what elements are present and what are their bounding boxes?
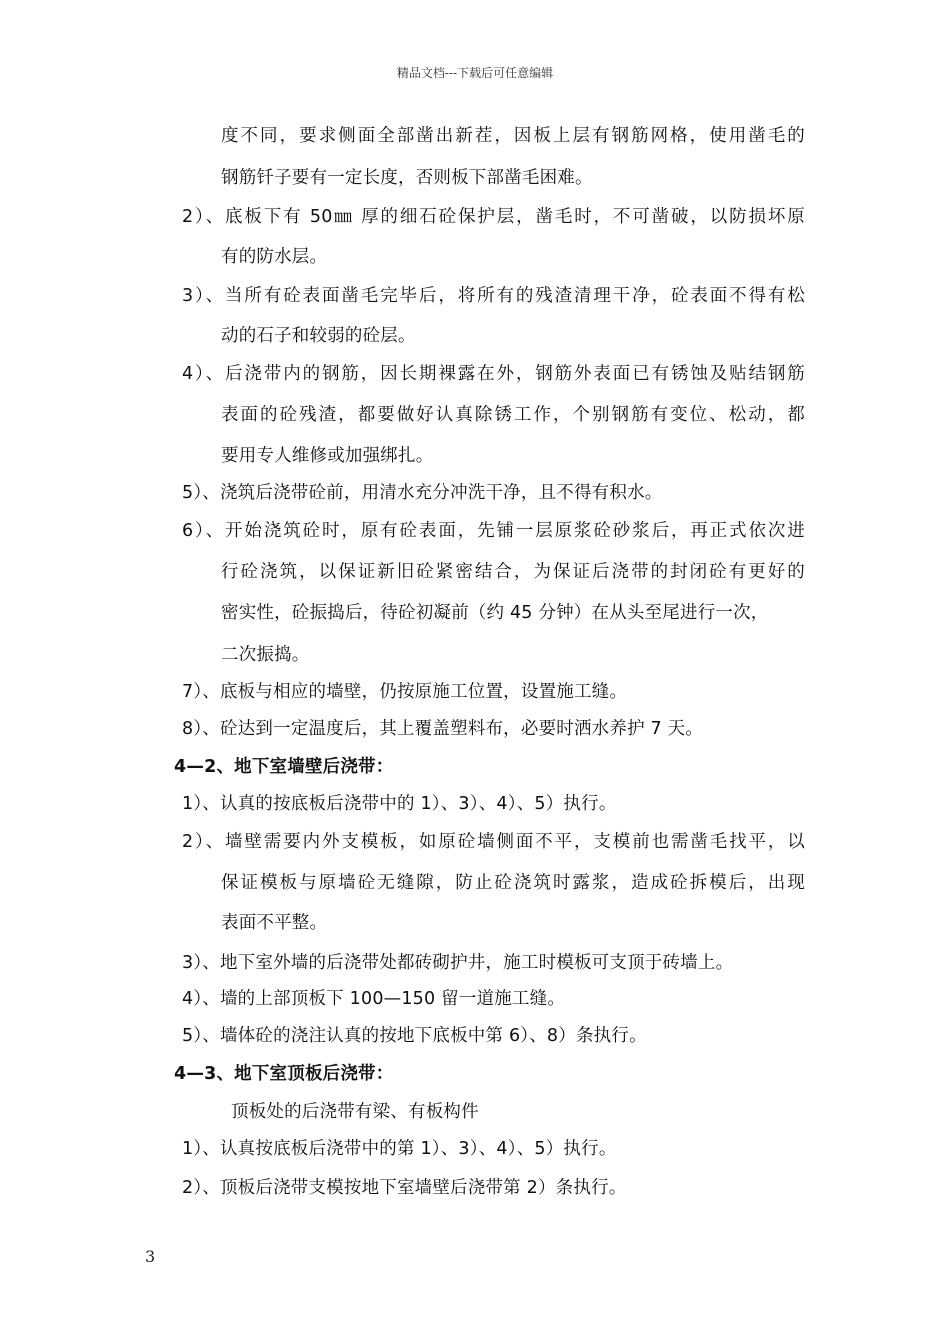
list-item-7: 7）、底板与相应的墙壁，仍按原施工位置，设置施工缝。 <box>182 682 628 702</box>
paragraph-line: 度不同，要求侧面全部凿出新茬，因板上层有钢筋网格，使用凿毛的 <box>221 126 805 146</box>
list-item-4: 4）、墙的上部顶板下 100—150 留一道施工缝。 <box>182 989 566 1009</box>
paragraph-line: 表面不平整。 <box>221 913 328 933</box>
list-item-2: 2）、墙壁需要内外支模板，如原砼墙侧面不平，支模前也需凿毛找平，以 <box>182 832 805 852</box>
list-item-2: 2）、顶板后浇带支模按地下室墙壁后浇带第 2）条执行。 <box>182 1178 627 1198</box>
list-item-5: 5）、浇筑后浇带砼前，用清水充分冲洗干净，且不得有积水。 <box>182 483 663 503</box>
paragraph-line: 密实性，砼振捣后，待砼初凝前（约 45 分钟）在从头至尾进行一次， <box>221 603 769 623</box>
list-item-6: 6）、开始浇筑砼时，原有砼表面，先铺一层原浆砼砂浆后，再正式依次进 <box>182 521 805 541</box>
paragraph-line: 钢筋钎子要有一定长度，否则板下部凿毛困难。 <box>221 168 593 188</box>
paragraph-line: 二次振捣。 <box>221 645 310 665</box>
list-item-3: 3）、地下室外墙的后浇带处都砖砌护井，施工时模板可支顶于砖墙上。 <box>182 953 734 973</box>
section-heading: 4—3、地下室顶板后浇带： <box>174 1064 394 1084</box>
list-item-5: 5）、墙体砼的浇注认真的按地下底板中第 6）、8）条执行。 <box>182 1026 647 1046</box>
list-item-8: 8）、砼达到一定温度后，其上覆盖塑料布，必要时洒水养护 7 天。 <box>182 719 704 739</box>
paragraph-line: 顶板处的后浇带有梁、有板构件 <box>231 1102 479 1122</box>
page-number: 3 <box>145 1247 156 1266</box>
paragraph-line: 动的石子和较弱的砼层。 <box>221 326 416 346</box>
list-item-2: 2）、底板下有 50㎜ 厚的细石砼保护层，凿毛时，不可凿破，以防损坏原 <box>182 207 805 227</box>
list-item-1: 1）、认真按底板后浇带中的第 1）、3）、4）、5）执行。 <box>182 1139 617 1159</box>
paragraph-line: 保证模板与原墙砼无缝隙，防止砼浇筑时露浆，造成砼拆模后，出现 <box>221 873 805 893</box>
paragraph-line: 有的防水层。 <box>221 247 328 267</box>
paragraph-line: 行砼浇筑，以保证新旧砼紧密结合，为保证后浇带的封闭砼有更好的 <box>221 562 805 582</box>
page-header: 精品文档---下载后可任意编辑 <box>396 66 554 80</box>
section-heading: 4—2、地下室墙壁后浇带： <box>174 757 394 777</box>
list-item-3: 3）、当所有砼表面凿毛完毕后，将所有的残渣清理干净，砼表面不得有松 <box>182 286 805 306</box>
list-item-1: 1）、认真的按底板后浇带中的 1）、3）、4）、5）执行。 <box>182 794 617 814</box>
paragraph-line: 表面的砼残渣，都要做好认真除锈工作，个别钢筋有变位、松动，都 <box>221 405 805 425</box>
list-item-4: 4）、后浇带内的钢筋，因长期裸露在外，钢筋外表面已有锈蚀及贴结钢筋 <box>182 364 805 384</box>
paragraph-line: 要用专人维修或加强绑扎。 <box>221 446 434 466</box>
